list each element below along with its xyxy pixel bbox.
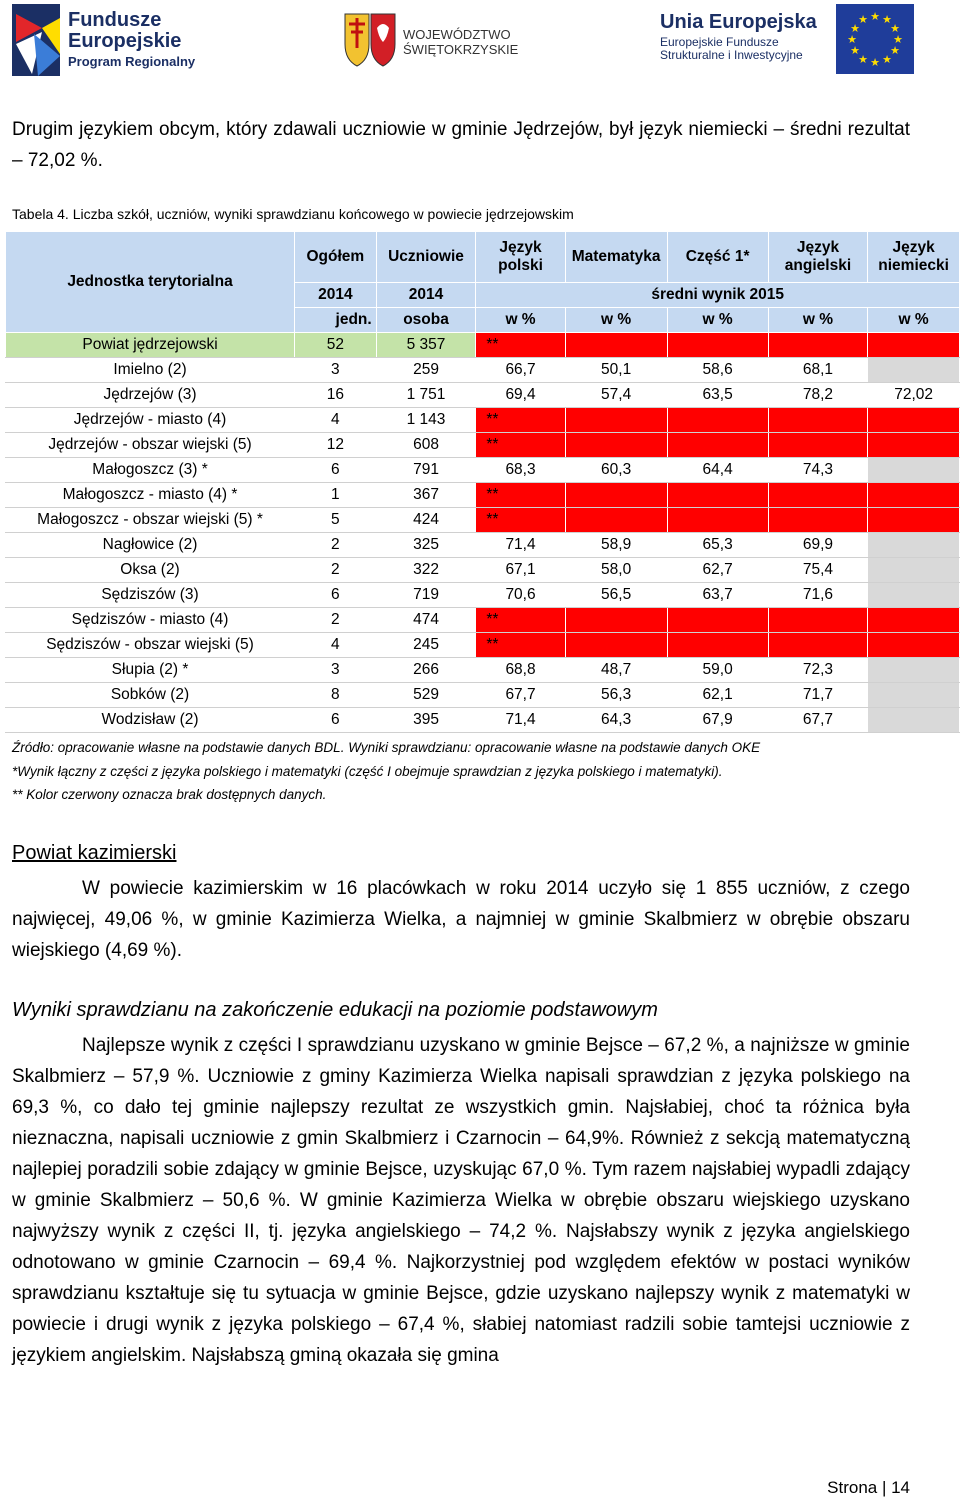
fe-line1: Fundusze: [68, 9, 162, 31]
row-cell-jedn: 6: [295, 458, 377, 483]
row-cell-n: [868, 358, 960, 383]
header-czesc-1: Część 1*: [667, 232, 768, 283]
row-cell-a: 68,1: [768, 358, 868, 383]
row-name: Sędziszów (3): [6, 583, 295, 608]
row-cell-m: 60,3: [565, 458, 667, 483]
row-cell-m: 50,1: [565, 358, 667, 383]
note-red: ** Kolor czerwony oznacza brak dostępnych danych.: [12, 787, 327, 802]
note-source: Źródło: opracowanie własne na podstawie danych BDL. Wyniki sprawdzianu: opracowanie własne na podstawie danych OKE: [12, 740, 761, 755]
row-cell-c: 62,1: [667, 683, 768, 708]
row-cell-a: 71,7: [768, 683, 868, 708]
row-cell-m: [565, 483, 667, 508]
svg-text:★: ★: [850, 22, 860, 35]
row-cell-a: 78,2: [768, 383, 868, 408]
svg-text:★: ★: [870, 56, 880, 69]
row-cell-c: 67,9: [667, 708, 768, 733]
row-cell-a: 67,7: [768, 708, 868, 733]
row-cell-p: 68,8: [476, 658, 565, 683]
section-paragraph-1: W powiecie kazimierskim w 16 placówkach w roku 2014 uczyło się 1 855 uczniów, z czego najwięcej, 49,06 %, w gminie Kazimierza Wielka, a najmniej w gminie Skalbmierz w obrębie obszaru wiejskiego (4,69 %).: [12, 878, 910, 961]
section-paragraph-2: Najlepsze wynik z części I sprawdzianu uzyskano w gminie Bejsce – 67,2 %, a najniższe w gminie Skalbmierz – 57,9 %. Uczniowie z gminy Kazimierza Wielka napisali sprawdzian z języka polskiego na 69,3 %, co dało tej gminie najlepszy rezultat ze wszystkich gmin. Najsłabiej, choć ta różnica była nieznaczna, napisali uczniowie z gmin Skalbmierz i Czarnocin – 64,9%. Również z sekcją matematyczną najlepiej poradzili sobie zdający w gminie Bejsce, uzyskując 67,0 %. Tym razem najsłabiej wypadli zdający w gminie Skalbmierz – 50,6 %. W gminie Kazimierza Wielka w obrębie obszaru wiejskiego uzyskano najwyższy wynik z części II, tj. języka angielskiego – 74,2 %. Najsłabszy wynik z języka angielskiego odnotowano w gminie Czarnocin – 69,4 %. Najkorzystniej pod względem efektów w postaci wyników sprawdzianu kształtuje się tu sytuacja w gminie Bejsce, gdzie uzyskano najlepszy wynik z matematyki w powiecie i drugi wynik z języka polskiego – 67,4 %, słabiej natomiast radzili sobie tamtejsi uczniowie z językiem angielskim. Najsłabszą gminą okazała się gmina: [12, 1035, 910, 1366]
row-cell-p: **: [476, 433, 565, 458]
row-cell-c: 58,6: [667, 358, 768, 383]
ue-line1: Unia Europejska: [660, 11, 817, 33]
row-cell-m: [565, 508, 667, 533]
row-cell-c: 62,7: [667, 558, 768, 583]
header-year-1: 2014: [295, 283, 377, 308]
ws-line2: ŚWIĘTOKRZYSKIE: [403, 41, 519, 57]
row-cell-a: [768, 608, 868, 633]
row-cell-a: 71,6: [768, 583, 868, 608]
row-cell-osoba: 367: [376, 483, 476, 508]
row-name: Jędrzejów - miasto (4): [6, 408, 295, 433]
row-cell-n: [868, 583, 960, 608]
row-cell-a: [768, 508, 868, 533]
row-cell-osoba: 1 143: [376, 408, 476, 433]
row-cell-jedn: 4: [295, 633, 377, 658]
row-cell-p: 71,4: [476, 708, 565, 733]
section-title: Powiat kazimierski: [12, 842, 177, 864]
row-cell-jedn: 5: [295, 508, 377, 533]
ue-line3: Strukturalne i Inwestycyjne: [660, 47, 803, 62]
header-unit-osoba: osoba: [376, 308, 476, 333]
fundusze-europejskie-logo: [12, 4, 212, 78]
table-header-row: [6, 232, 960, 283]
table-row: [6, 483, 960, 508]
header-uczniowie: Uczniowie: [376, 232, 476, 283]
row-cell-jedn: 52: [295, 333, 377, 358]
row-cell-m: [565, 333, 667, 358]
intro-paragraph: Drugim językiem obcym, który zdawali uczniowie w gminie Jędrzejów, był język niemiecki – średni rezultat – 72,02 %.: [12, 119, 910, 171]
svg-text:★: ★: [847, 33, 857, 46]
row-cell-m: 58,0: [565, 558, 667, 583]
section-subtitle: Wyniki sprawdzianu na zakończenie edukacji na poziomie podstawowym: [12, 999, 658, 1021]
row-cell-jedn: 16: [295, 383, 377, 408]
row-name: Sędziszów - miasto (4): [6, 608, 295, 633]
header-unit-w3: w %: [667, 308, 768, 333]
row-cell-osoba: 245: [376, 633, 476, 658]
header-matematyka: Matematyka: [565, 232, 667, 283]
row-name: Sobków (2): [6, 683, 295, 708]
row-cell-osoba: 259: [376, 358, 476, 383]
header-unit-w5: w %: [868, 308, 960, 333]
row-cell-c: [667, 608, 768, 633]
svg-text:★: ★: [850, 44, 860, 57]
row-cell-m: 56,5: [565, 583, 667, 608]
row-cell-n: [868, 433, 960, 458]
row-cell-jedn: 6: [295, 583, 377, 608]
row-cell-osoba: 266: [376, 658, 476, 683]
row-cell-a: 74,3: [768, 458, 868, 483]
header-year-2: 2014: [376, 283, 476, 308]
row-cell-m: 48,7: [565, 658, 667, 683]
wojewodztwo-swietokrzyskie-logo: [343, 10, 523, 72]
table-row: [6, 608, 960, 633]
row-cell-n: [868, 333, 960, 358]
svg-text:★: ★: [890, 44, 900, 57]
row-cell-jedn: 3: [295, 358, 377, 383]
header-jezyk-niemiecki: Język niemiecki: [868, 232, 960, 283]
row-cell-c: 59,0: [667, 658, 768, 683]
row-cell-n: 72,02: [868, 383, 960, 408]
svg-text:★: ★: [893, 33, 903, 46]
row-cell-p: **: [476, 608, 565, 633]
row-cell-p: **: [476, 633, 565, 658]
row-cell-n: [868, 683, 960, 708]
row-cell-jedn: 1: [295, 483, 377, 508]
row-cell-n: [868, 508, 960, 533]
row-cell-osoba: 474: [376, 608, 476, 633]
ue-line2: Europejskie Fundusze: [660, 35, 779, 49]
row-cell-p: 71,4: [476, 533, 565, 558]
row-cell-osoba: 529: [376, 683, 476, 708]
row-cell-p: 70,6: [476, 583, 565, 608]
row-cell-jedn: 8: [295, 683, 377, 708]
table-row: [6, 383, 960, 408]
table-row: [6, 708, 960, 733]
row-cell-jedn: 4: [295, 408, 377, 433]
row-cell-m: 58,9: [565, 533, 667, 558]
row-cell-a: 72,3: [768, 658, 868, 683]
unia-europejska-logo: [660, 4, 960, 78]
row-cell-osoba: 719: [376, 583, 476, 608]
row-cell-c: [667, 633, 768, 658]
row-cell-n: [868, 558, 960, 583]
row-cell-m: 64,3: [565, 708, 667, 733]
header-unit-w2: w %: [565, 308, 667, 333]
header-jezyk-angielski: Język angielski: [768, 232, 868, 283]
table-row: [6, 433, 960, 458]
ws-line1: WOJEWÓDZTWO: [403, 27, 511, 42]
table-row: [6, 683, 960, 708]
row-cell-c: [667, 433, 768, 458]
row-name: Jędrzejów - obszar wiejski (5): [6, 433, 295, 458]
row-name: Sędziszów - obszar wiejski (5): [6, 633, 295, 658]
row-cell-osoba: 1 751: [376, 383, 476, 408]
row-cell-m: 57,4: [565, 383, 667, 408]
header-unit: Jednostka terytorialna: [6, 232, 295, 333]
table-row: [6, 458, 960, 483]
row-cell-c: 65,3: [667, 533, 768, 558]
row-cell-n: [868, 608, 960, 633]
table-row: [6, 583, 960, 608]
row-name: Oksa (2): [6, 558, 295, 583]
row-name: Małogoszcz - miasto (4) *: [6, 483, 295, 508]
row-cell-n: [868, 708, 960, 733]
row-cell-m: [565, 633, 667, 658]
row-cell-jedn: 12: [295, 433, 377, 458]
row-name: Słupia (2) *: [6, 658, 295, 683]
row-cell-c: [667, 483, 768, 508]
row-cell-m: [565, 433, 667, 458]
row-cell-a: [768, 433, 868, 458]
row-cell-a: [768, 408, 868, 433]
svg-text:★: ★: [858, 53, 868, 66]
table-row: [6, 408, 960, 433]
page-number: Strona | 14: [827, 1478, 910, 1497]
row-cell-c: 64,4: [667, 458, 768, 483]
row-cell-a: [768, 483, 868, 508]
header-logos: [0, 0, 960, 80]
row-name: Jędrzejów (3): [6, 383, 295, 408]
row-cell-p: **: [476, 508, 565, 533]
fe-line3: Program Regionalny: [68, 54, 196, 69]
header-average: średni wynik 2015: [476, 283, 960, 308]
eu-flag-icon: [836, 4, 914, 74]
row-cell-m: [565, 408, 667, 433]
header-unit-w1: w %: [476, 308, 565, 333]
row-cell-n: [868, 633, 960, 658]
header-jezyk-polski: Język polski: [476, 232, 565, 283]
row-cell-jedn: 6: [295, 708, 377, 733]
row-cell-p: **: [476, 333, 565, 358]
row-cell-p: 68,3: [476, 458, 565, 483]
svg-text:★: ★: [882, 13, 892, 26]
row-name: Wodzisław (2): [6, 708, 295, 733]
row-cell-osoba: 791: [376, 458, 476, 483]
svg-text:★: ★: [858, 13, 868, 26]
row-cell-osoba: 608: [376, 433, 476, 458]
svg-text:★: ★: [890, 22, 900, 35]
row-cell-m: 56,3: [565, 683, 667, 708]
header-ogolem: Ogółem: [295, 232, 377, 283]
header-unit-w4: w %: [768, 308, 868, 333]
row-cell-a: 69,9: [768, 533, 868, 558]
row-cell-osoba: 325: [376, 533, 476, 558]
row-cell-c: 63,7: [667, 583, 768, 608]
fe-star-icon: [12, 4, 64, 78]
table-row: [6, 558, 960, 583]
table-caption: Tabela 4. Liczba szkół, uczniów, wyniki sprawdzianu końcowego w powiecie jędrzejowskim: [12, 206, 574, 222]
results-table: [5, 231, 960, 733]
table-row: [6, 533, 960, 558]
row-name: Małogoszcz - obszar wiejski (5) *: [6, 508, 295, 533]
row-cell-osoba: 395: [376, 708, 476, 733]
row-cell-jedn: 3: [295, 658, 377, 683]
row-name: Małogoszcz (3) *: [6, 458, 295, 483]
row-cell-p: 67,1: [476, 558, 565, 583]
row-cell-p: **: [476, 483, 565, 508]
table-row: [6, 633, 960, 658]
row-name: Nagłowice (2): [6, 533, 295, 558]
row-cell-n: [868, 408, 960, 433]
row-cell-c: 63,5: [667, 383, 768, 408]
row-cell-a: 75,4: [768, 558, 868, 583]
row-cell-osoba: 5 357: [376, 333, 476, 358]
row-cell-m: [565, 608, 667, 633]
svg-text:★: ★: [870, 10, 880, 23]
row-cell-n: [868, 458, 960, 483]
row-cell-p: 66,7: [476, 358, 565, 383]
table-row: [6, 333, 960, 358]
row-cell-jedn: 2: [295, 558, 377, 583]
fe-line2: Europejskie: [68, 30, 182, 52]
svg-text:★: ★: [882, 53, 892, 66]
coat-of-arms-icon: [343, 10, 399, 72]
row-cell-c: [667, 408, 768, 433]
table-notes: [12, 736, 760, 807]
row-name: Imielno (2): [6, 358, 295, 383]
row-cell-p: 69,4: [476, 383, 565, 408]
row-cell-n: [868, 533, 960, 558]
table-row: [6, 358, 960, 383]
row-cell-n: [868, 658, 960, 683]
row-cell-jedn: 2: [295, 608, 377, 633]
row-name: Powiat jędrzejowski: [6, 333, 295, 358]
row-cell-osoba: 322: [376, 558, 476, 583]
row-cell-c: [667, 508, 768, 533]
note-asterisk: *Wynik łączny z części z języka polskiego i matematyki (część I obejmuje sprawdzian z języka polskiego i matematyki).: [12, 763, 723, 779]
table-row: [6, 508, 960, 533]
row-cell-p: **: [476, 408, 565, 433]
row-cell-c: [667, 333, 768, 358]
header-unit-jedn: jedn.: [295, 308, 377, 333]
row-cell-p: 67,7: [476, 683, 565, 708]
table-row: [6, 658, 960, 683]
row-cell-jedn: 2: [295, 533, 377, 558]
row-cell-n: [868, 483, 960, 508]
row-cell-osoba: 424: [376, 508, 476, 533]
row-cell-a: [768, 633, 868, 658]
row-cell-a: [768, 333, 868, 358]
